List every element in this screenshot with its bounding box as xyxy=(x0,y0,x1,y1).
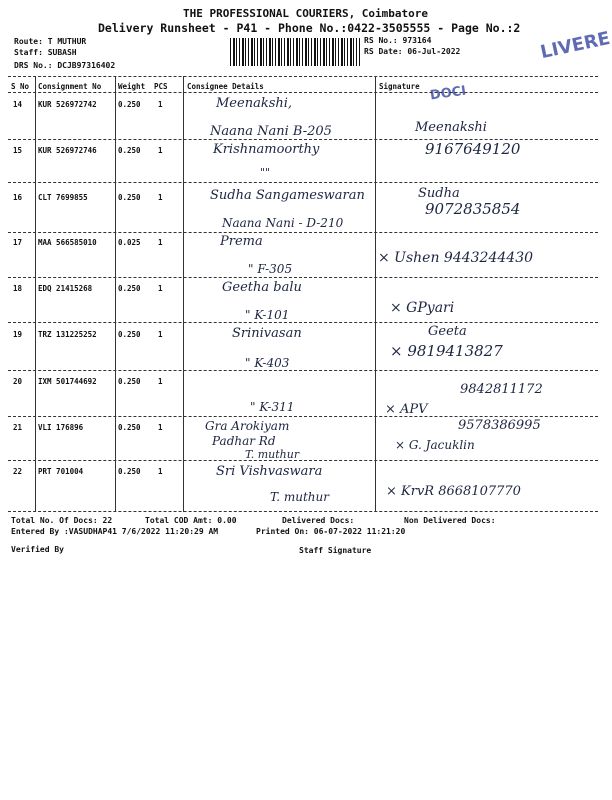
row-pcs: 1 xyxy=(158,423,163,432)
row-consignment-no: MAA 566585010 xyxy=(38,238,97,247)
table-header-rule xyxy=(8,92,598,93)
doc-stamp: DOCI xyxy=(429,83,468,104)
row-sno: 16 xyxy=(13,193,23,202)
col-header-weight: Weight xyxy=(118,82,146,91)
row-divider xyxy=(8,416,598,417)
consignee-name: Sudha Sangameswaran xyxy=(210,188,365,203)
col-divider xyxy=(35,76,36,512)
row-sno: 14 xyxy=(13,100,23,109)
row-weight: 0.250 xyxy=(118,193,141,202)
consignee-address: Naana Nani - D-210 xyxy=(222,216,344,230)
row-consignment-no: CLT 7699855 xyxy=(38,193,88,202)
signature-name: × G. Jacuklin xyxy=(395,438,475,452)
rs-number: RS No.: 973164 xyxy=(364,36,432,45)
runsheet-title: Delivery Runsheet - P41 - Phone No.:0422-3505555 - Page No.:2 xyxy=(98,21,521,35)
consignee-address: "" xyxy=(260,166,271,179)
col-divider xyxy=(183,76,184,512)
consignee-address: " F-305 xyxy=(248,262,293,276)
row-consignment-no: KUR 526972742 xyxy=(38,100,97,109)
row-consignment-no: PRT 701004 xyxy=(38,467,84,476)
consignee-name: Gra Arokiyam xyxy=(205,419,290,433)
signature-phone: 9072835854 xyxy=(425,200,521,218)
delivered-docs: Delivered Docs: xyxy=(282,516,355,525)
consignee-name: Sri Vishvaswara xyxy=(216,464,323,479)
row-sno: 19 xyxy=(13,330,23,339)
staff-signature-label: Staff Signature xyxy=(299,546,372,555)
entered-by: Entered By :VASUDHAP41 7/6/2022 11:20:29 AM xyxy=(11,527,219,536)
row-divider xyxy=(8,139,598,140)
row-divider xyxy=(8,182,598,183)
consignee-city: T. muthur xyxy=(245,448,300,461)
col-divider xyxy=(115,76,116,512)
signature-name: Meenakshi xyxy=(415,120,487,135)
row-pcs: 1 xyxy=(158,284,163,293)
row-pcs: 1 xyxy=(158,238,163,247)
barcode xyxy=(230,38,360,66)
consignee-address: " K-403 xyxy=(245,356,290,370)
consignee-name: Krishnamoorthy xyxy=(213,142,320,157)
signature-phone: 9842811172 xyxy=(460,382,543,397)
row-weight: 0.250 xyxy=(118,146,141,155)
company-title: THE PROFESSIONAL COURIERS, Coimbatore xyxy=(183,7,429,20)
row-weight: 0.250 xyxy=(118,100,141,109)
row-pcs: 1 xyxy=(158,377,163,386)
row-pcs: 1 xyxy=(158,330,163,339)
signature-name: Geeta xyxy=(428,324,467,339)
row-pcs: 1 xyxy=(158,146,163,155)
consignee-name: Geetha balu xyxy=(222,280,302,295)
row-sno: 17 xyxy=(13,238,23,247)
non-delivered-docs: Non Delivered Docs: xyxy=(404,516,496,525)
total-docs: Total No. Of Docs: 22 xyxy=(11,516,113,525)
signature-name: Sudha xyxy=(418,186,460,201)
table-top-rule xyxy=(8,76,598,77)
col-header-sno: S No xyxy=(11,82,30,91)
row-sno: 20 xyxy=(13,377,23,386)
row-sno: 18 xyxy=(13,284,23,293)
row-pcs: 1 xyxy=(158,100,163,109)
signature-phone: 9578386995 xyxy=(458,418,541,433)
col-divider xyxy=(375,76,376,512)
consignee-address: " K-101 xyxy=(245,308,290,322)
row-sno: 22 xyxy=(13,467,23,476)
signature-phone: 9167649120 xyxy=(425,140,521,158)
row-consignment-no: IXM 501744692 xyxy=(38,377,97,386)
row-divider xyxy=(8,370,598,371)
row-weight: 0.250 xyxy=(118,377,141,386)
consignee-address: Naana Nani B-205 xyxy=(210,124,332,139)
signature-name: × GPyari xyxy=(390,300,455,316)
consignee-city: T. muthur xyxy=(270,490,329,504)
consignee-name: Srinivasan xyxy=(232,326,302,341)
signature-name: × KrvR 8668107770 xyxy=(386,484,521,499)
row-weight: 0.250 xyxy=(118,330,141,339)
row-pcs: 1 xyxy=(158,193,163,202)
signature-name: × APV xyxy=(385,402,428,417)
row-divider xyxy=(8,460,598,461)
row-sno: 21 xyxy=(13,423,23,432)
consignee-name: Prema xyxy=(220,234,263,249)
signature-phone: × 9819413827 xyxy=(390,342,503,360)
row-consignment-no: EDQ 21415268 xyxy=(38,284,93,293)
signature-name: × Ushen 9443244430 xyxy=(378,250,534,266)
col-header-pcs: PCS xyxy=(154,82,168,91)
total-cod: Total COD Amt: 0.00 xyxy=(145,516,237,525)
table-bottom-rule xyxy=(8,511,598,512)
delivered-stamp: LIVERE xyxy=(538,27,612,64)
row-weight: 0.250 xyxy=(118,467,141,476)
col-header-consignee: Consignee Details xyxy=(187,82,264,91)
row-consignment-no: KUR 526972746 xyxy=(38,146,97,155)
consignee-address: Padhar Rd xyxy=(212,434,276,448)
row-weight: 0.250 xyxy=(118,284,141,293)
row-pcs: 1 xyxy=(158,467,163,476)
row-weight: 0.025 xyxy=(118,238,141,247)
route-label: Route: T MUTHUR xyxy=(14,37,87,46)
row-sno: 15 xyxy=(13,146,23,155)
row-divider xyxy=(8,232,598,233)
drs-label: DRS No.: DCJB97316402 xyxy=(14,61,116,70)
row-consignment-no: TRZ 131225252 xyxy=(38,330,97,339)
row-weight: 0.250 xyxy=(118,423,141,432)
printed-on: Printed On: 06-07-2022 11:21:20 xyxy=(256,527,406,536)
row-divider xyxy=(8,322,598,323)
rs-date: RS Date: 06-Jul-2022 xyxy=(364,47,461,56)
verified-by: Verified By xyxy=(11,545,64,554)
consignee-address: " K-311 xyxy=(250,400,295,414)
consignee-name: Meenakshi, xyxy=(216,96,293,111)
staff-label: Staff: SUBASH xyxy=(14,48,77,57)
col-header-consignment: Consignment No xyxy=(38,82,102,91)
col-header-signature: Signature xyxy=(379,82,420,91)
row-divider xyxy=(8,277,598,278)
row-consignment-no: VLI 176896 xyxy=(38,423,84,432)
